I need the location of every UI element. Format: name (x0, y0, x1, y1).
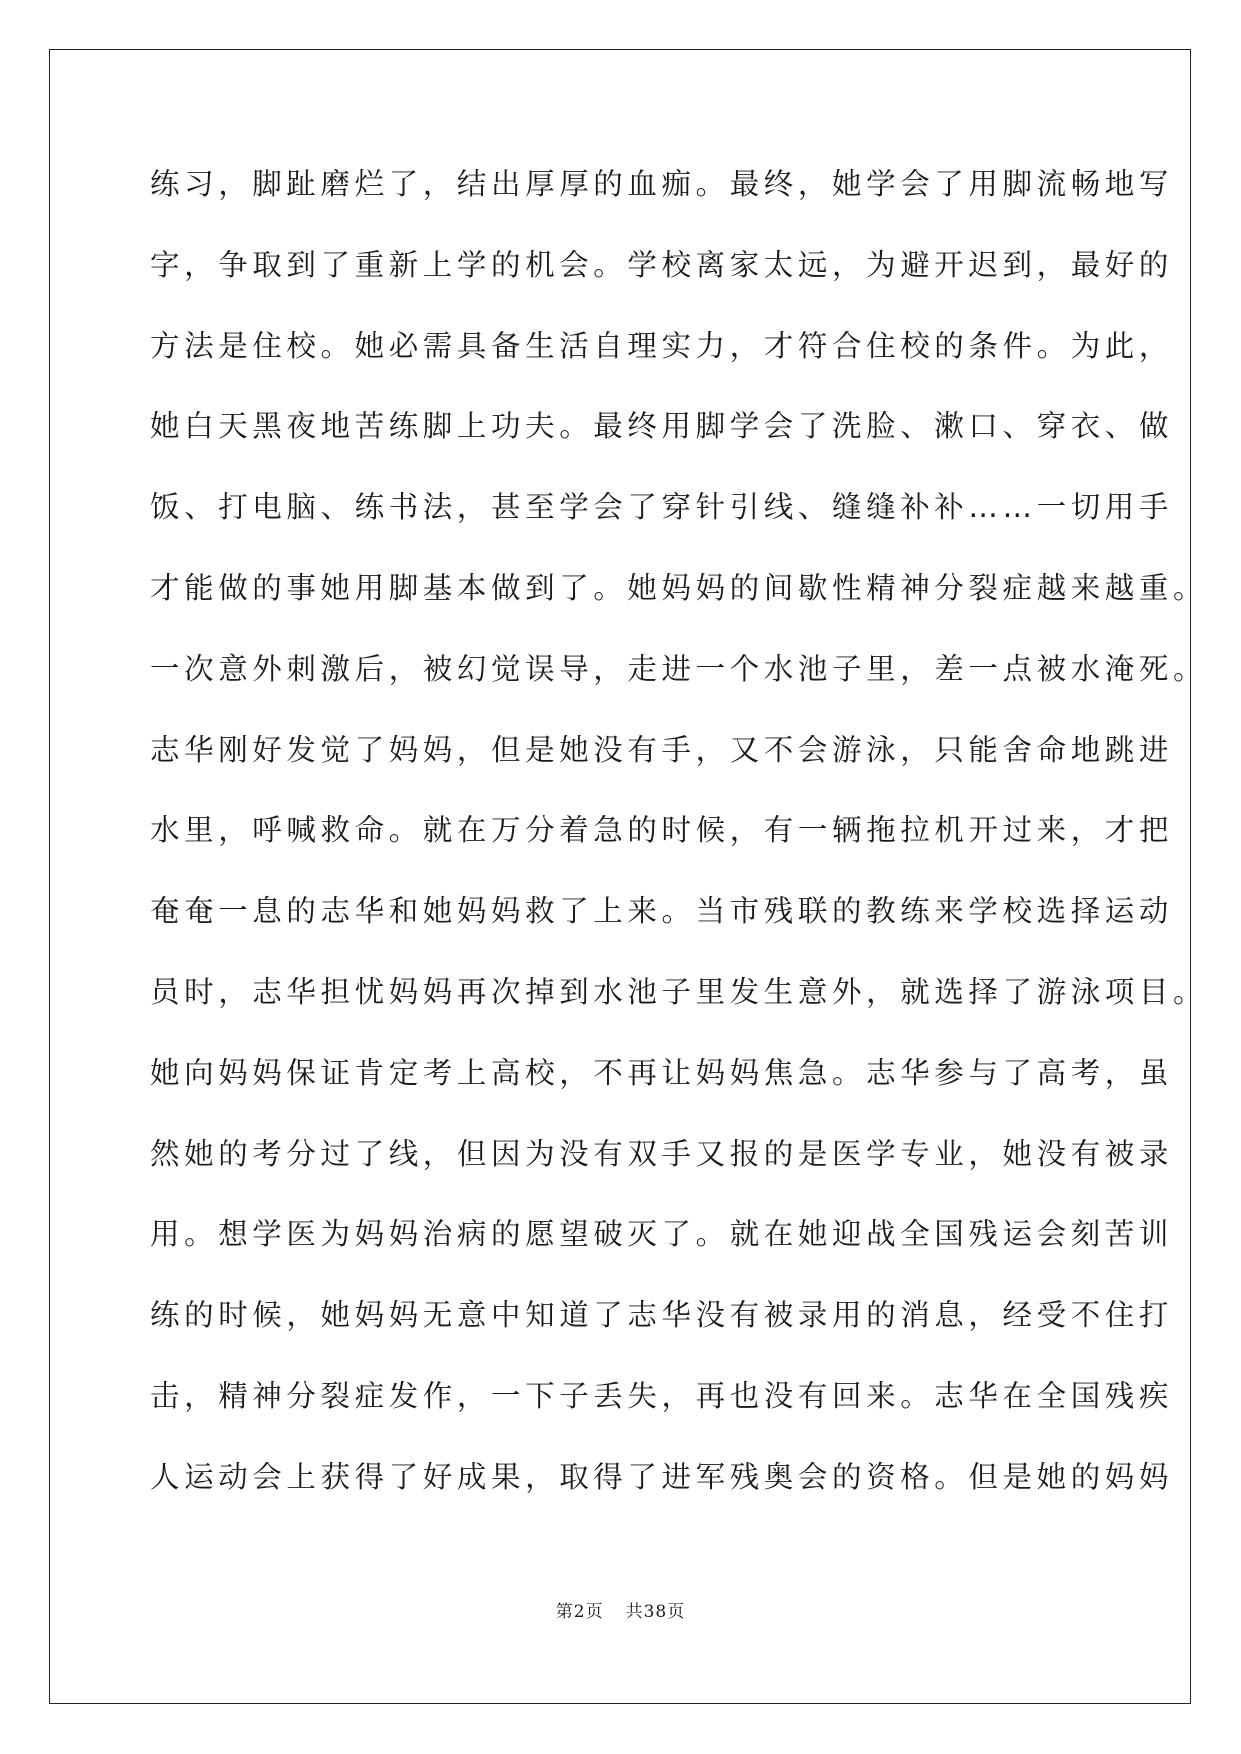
text-line: 水里，呼喊救命。就在万分着急的时候，有一辆拖拉机开过来，才把 (150, 813, 1174, 848)
text-line: 她向妈妈保证肯定考上高校，不再让妈妈焦急。志华参与了高考，虽 (150, 1055, 1174, 1090)
text-line: 员时，志华担忧妈妈再次掉到水池子里发生意外，就选择了游泳项目。 (150, 974, 1208, 1009)
text-line: 奄奄一息的志华和她妈妈救了上来。当市残联的教练来学校选择运动 (150, 894, 1174, 929)
document-body (150, 158, 1208, 1532)
page-number: 第2页 (555, 1602, 604, 1622)
text-line: 一次意外刺激后，被幻觉误导，走进一个水池子里，差一点被水淹死。 (150, 651, 1208, 686)
text-line: 饭、打电脑、练书法，甚至学会了穿针引线、缝缝补补……一切用手 (150, 490, 1174, 525)
text-line: 用。想学医为妈妈治病的愿望破灭了。就在她迎战全国残运会刻苦训 (150, 1217, 1174, 1252)
text-line: 才能做的事她用脚基本做到了。她妈妈的间歇性精神分裂症越来越重。 (150, 570, 1208, 605)
text-line: 练习，脚趾磨烂了，结出厚厚的血痂。最终，她学会了用脚流畅地写 (150, 167, 1174, 201)
text-line: 练的时候，她妈妈无意中知道了志华没有被录用的消息，经受不住打 (150, 1298, 1174, 1333)
page-footer (0, 1597, 1241, 1622)
text-line: 她白天黑夜地苦练脚上功夫。最终用脚学会了洗脸、漱口、穿衣、做 (150, 409, 1174, 444)
text-line: 击，精神分裂症发作，一下子丢失，再也没有回来。志华在全国残疾 (150, 1378, 1174, 1413)
text-line: 志华刚好发觉了妈妈，但是她没有手，又不会游泳，只能舍命地跳进 (150, 732, 1174, 767)
text-line: 人运动会上获得了好成果，取得了进军残奥会的资格。但是她的妈妈 (150, 1459, 1174, 1494)
text-line: 字，争取到了重新上学的机会。学校离家太远，为避开迟到，最好的 (150, 247, 1174, 282)
text-line: 然她的考分过了线，但因为没有双手又报的是医学专业，她没有被录 (150, 1136, 1174, 1171)
total-pages: 共38页 (625, 1602, 686, 1622)
text-line: 方法是住校。她必需具备生活自理实力，才符合住校的条件。为此， (150, 328, 1174, 363)
